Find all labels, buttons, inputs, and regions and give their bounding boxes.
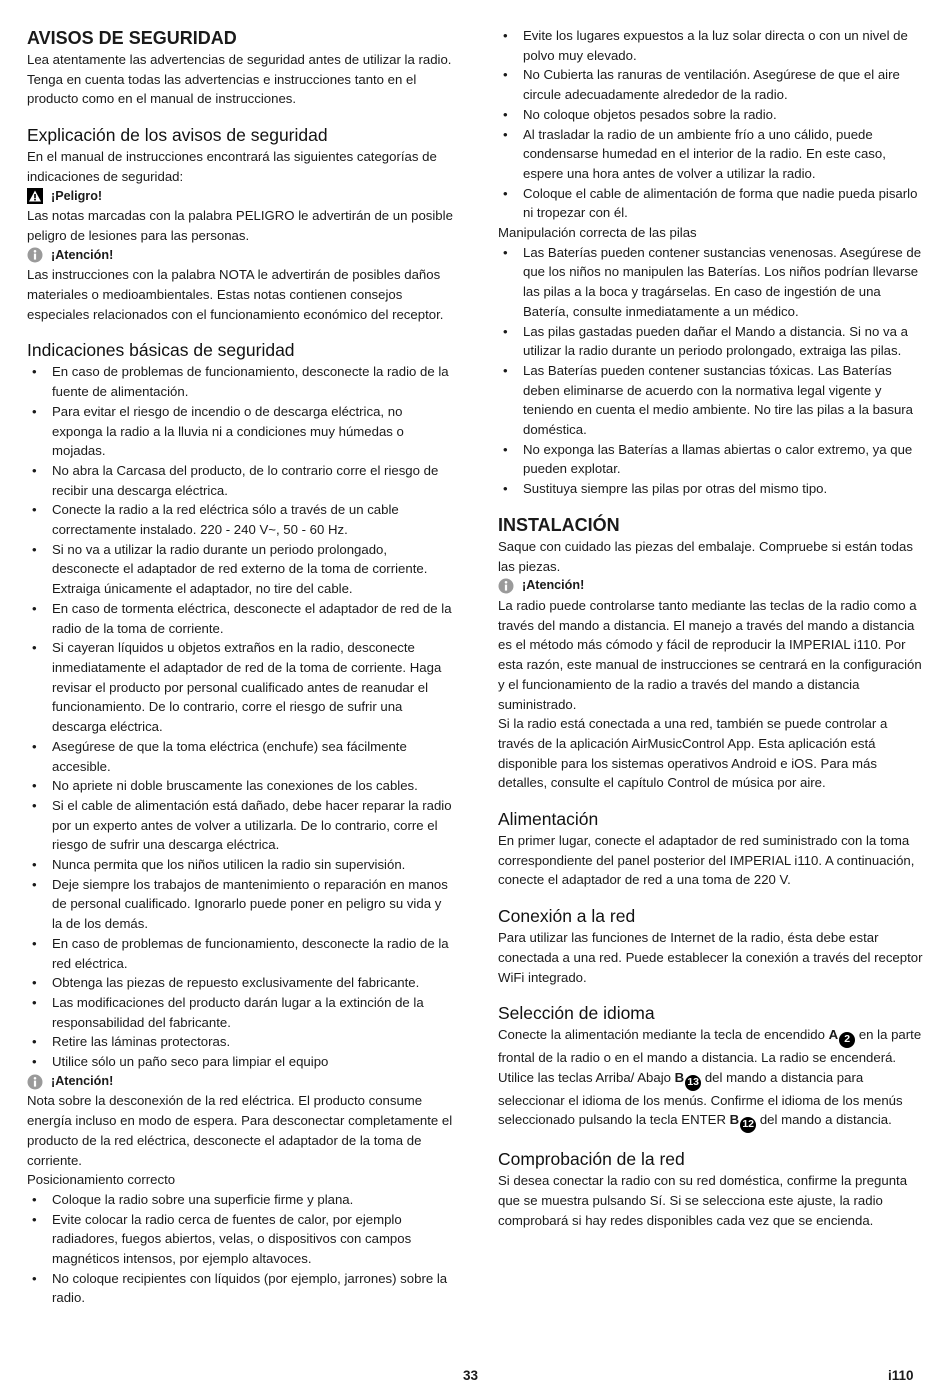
- key-label: A: [828, 1027, 839, 1043]
- info-icon: [27, 247, 43, 263]
- list-item: • Deje siempre los trabajos de mantenimiento o reparación en manos de personal cualificado. Ignorarlo puede poner en peligro su vida y la de los demás.: [27, 875, 455, 934]
- attention-text-2: Nota sobre la desconexión de la red eléctrica. El producto consume energía incluso en modo de espera. Para desconectar completamente el producto de la red eléctrica, desconecte el adaptador de la toma de corriente.: [27, 1093, 453, 1168]
- network-text: Para utilizar las funciones de Internet de la radio, ésta debe estar conectada a una red. Puede establecer la conexión a través del receptor WiFi integrado.: [498, 930, 923, 985]
- list-item: • Evite colocar la radio cerca de fuentes de calor, por ejemplo radiadores, fuegos abiertos, velas, o dispositivos con campos magnéticos intensos, por ejemplo altavoces.: [27, 1210, 455, 1269]
- language-heading: Selección de idioma: [498, 1003, 655, 1024]
- list-item: • No exponga las Baterías a llamas abiertas o calor extremo, ya que pueden explotar.: [498, 440, 923, 479]
- install-attention-text: La radio puede controlarse tanto mediante las teclas de la radio como a través del mando a distancia. El manejo a través del mando a distancia es el método más cómodo y fácil de reproducir la IMPERIAL i110. Por esta razón, este manual de instrucciones se centrará en la configuración y el funcionamiento de la radio a través del mando a distancia suministrado.: [498, 597, 922, 712]
- key-number-badge: 13: [685, 1075, 701, 1091]
- list-item: • En caso de problemas de funcionamiento, desconecte la radio de la fuente de alimentación.: [27, 362, 455, 401]
- basic-heading: Indicaciones básicas de seguridad: [27, 340, 295, 361]
- list-item: • Evite los lugares expuestos a la luz solar directa o con un nivel de polvo muy elevado.: [498, 26, 923, 65]
- list-item: • Obtenga las piezas de repuesto exclusivamente del fabricante.: [27, 973, 455, 993]
- list-item: • Retire las láminas protectoras.: [27, 1032, 455, 1052]
- positioning-label: Posicionamiento correcto: [27, 1172, 176, 1188]
- language-text-1: [498, 1025, 923, 1068]
- list-item: • Si cayeran líquidos u objetos extraños en la radio, desconecte inmediatamente el adaptador de red de la toma de corriente. Haga revisar el producto por personal cualificado antes de reanudar el funcionamiento. De lo contrario, corre el riesgo de sufrir una descarga eléctrica.: [27, 638, 455, 737]
- text-run: en la parte frontal de la radio o en el mando a distancia. La radio se encenderá.: [498, 1027, 922, 1066]
- list-item: • Al trasladar la radio de un ambiente frío a uno cálido, puede condensarse humedad en el interior de la radio. En este caso, espere una hora antes de volver a utilizar la radio.: [498, 125, 923, 184]
- info-icon: [498, 578, 514, 594]
- text-run: del mando a distancia para seleccionar el idioma de los menús. Confirme el idioma de los menús seleccionado pulsando la tecla ENTER: [498, 1069, 903, 1128]
- list-item: • Si el cable de alimentación está dañado, debe hacer reparar la radio por un experto antes de volver a utilizarla. De lo contrario, corre el riesgo de sufrir una descarga eléctrica.: [27, 796, 455, 855]
- language-text-2: [498, 1068, 923, 1133]
- list-item: • Utilice sólo un paño seco para limpiar el equipo: [27, 1052, 455, 1072]
- attention-label: ¡Atención!: [51, 247, 114, 262]
- danger-note: [27, 187, 455, 207]
- key-label: B: [729, 1112, 740, 1128]
- key-number-badge: 2: [839, 1032, 855, 1048]
- batteries-list: [498, 243, 923, 499]
- install-app-text: Si la radio está conectada a una red, también se puede controlar a través de la aplicación AirMusicControl App. Esta aplicación está disponible para los sistemas operativos Android e iOS. Para más detalles, consulte el capítulo Control de música por aire.: [498, 716, 888, 791]
- list-item: • Si no va a utilizar la radio durante un periodo prolongado, desconecte el adaptador de red externo de la toma de corriente. Extraiga únicamente el adaptador, no tire del cable.: [27, 540, 455, 599]
- text-run: Utilice las teclas Arriba/ Abajo: [498, 1069, 675, 1085]
- key-label: B: [674, 1069, 685, 1085]
- list-item: • No coloque recipientes con líquidos (por ejemplo, jarrones) sobre la radio.: [27, 1269, 455, 1308]
- network-heading: Conexión a la red: [498, 906, 636, 927]
- positioning-list: [27, 1190, 455, 1308]
- list-item: • Las Baterías pueden contener sustancias tóxicas. Las Baterías deben eliminarse de acuerdo con la normativa legal vigente y teniendo en cuenta el medio ambiente. No tire las pilas a la basura doméstica.: [498, 361, 923, 440]
- text-run: del mando a distancia.: [756, 1112, 892, 1128]
- list-item: • No apriete ni doble bruscamente las conexiones de los cables.: [27, 776, 455, 796]
- danger-text: Las notas marcadas con la palabra PELIGRO le advertirán de un posible peligro de lesiones para las personas.: [27, 208, 453, 243]
- list-item: • Las pilas gastadas pueden dañar el Mando a distancia. Si no va a utilizar la radio durante un periodo prolongado, extraiga las pilas.: [498, 322, 923, 361]
- key-number-badge: 12: [740, 1117, 756, 1133]
- warning-icon: [27, 188, 43, 204]
- list-item: • Para evitar el riesgo de incendio o de descarga eléctrica, no exponga la radio a la lluvia ni a condiciones muy húmedas o mojadas.: [27, 402, 455, 461]
- model-label: i110: [888, 1368, 914, 1383]
- list-item: • Conecte la radio a la red eléctrica sólo a través de un cable correctamente instalado. 220 - 240 V~, 50 - 60 Hz.: [27, 500, 455, 539]
- info-icon: [27, 1074, 43, 1090]
- install-title: INSTALACIÓN: [498, 514, 620, 535]
- explain-heading: Explicación de los avisos de seguridad: [27, 125, 328, 146]
- list-item: • Coloque el cable de alimentación de forma que nadie pueda pisarlo ni tropezar con él.: [498, 184, 923, 223]
- power-text: En primer lugar, conecte el adaptador de red suministrado con la toma correspondiente del panel posterior del IMPERIAL i110. A continuación, conecte el adaptador de red a una toma de 220 V.: [498, 833, 915, 888]
- check-text: Si desea conectar la radio con su red doméstica, confirme la pregunta que se muestra pulsando Sí. Si se selecciona este ajuste, la radio comprobará si hay redes disponibles cada vez que se encienda.: [498, 1173, 908, 1228]
- list-item: • No abra la Carcasa del producto, de lo contrario corre el riesgo de recibir una descarga eléctrica.: [27, 461, 455, 500]
- power-heading: Alimentación: [498, 809, 599, 830]
- install-attention-note: [498, 576, 923, 596]
- check-heading: Comprobación de la red: [498, 1149, 685, 1170]
- attention-label: ¡Atención!: [522, 578, 585, 593]
- safety-intro: Lea atentamente las advertencias de seguridad antes de utilizar la radio. Tenga en cuenta todas las advertencias e instrucciones tanto en el producto como en el manual de instrucciones.: [27, 52, 452, 107]
- positioning-list-cont: [498, 26, 923, 223]
- list-item: • No coloque objetos pesados sobre la radio.: [498, 105, 923, 125]
- list-item: • En caso de tormenta eléctrica, desconecte el adaptador de red de la radio de la toma de corriente.: [27, 599, 455, 638]
- list-item: • Las Baterías pueden contener sustancias venenosas. Asegúrese de que los niños no manipulen las Baterías. Los niños podrían llevarse las pilas a la boca y tragárselas. En caso de ingestión de una Batería, consulte inmediatamente a un médico.: [498, 243, 923, 322]
- attention-note: [27, 246, 455, 266]
- right-column: [498, 26, 923, 1230]
- list-item: • En caso de problemas de funcionamiento, desconecte la radio de la red eléctrica.: [27, 934, 455, 973]
- page-number: 33: [463, 1368, 479, 1383]
- list-item: • Asegúrese de que la toma eléctrica (enchufe) sea fácilmente accesible.: [27, 737, 455, 776]
- list-item: • Nunca permita que los niños utilicen la radio sin supervisión.: [27, 855, 455, 875]
- basic-list: [27, 362, 455, 1071]
- install-intro: Saque con cuidado las piezas del embalaje. Compruebe si están todas las piezas.: [498, 538, 913, 574]
- batteries-label: Manipulación correcta de las pilas: [498, 225, 697, 241]
- list-item: • Coloque la radio sobre una superficie firme y plana.: [27, 1190, 455, 1210]
- attention-label: ¡Atención!: [51, 1073, 114, 1088]
- explain-text: En el manual de instrucciones encontrará las siguientes categorías de indicaciones de seguridad:: [27, 149, 437, 184]
- list-item: • Sustituya siempre las pilas por otras del mismo tipo.: [498, 479, 923, 499]
- attention-note-2: [27, 1072, 455, 1092]
- left-column: [27, 26, 455, 1308]
- text-run: Conecte la alimentación mediante la tecla de encendido: [498, 1027, 829, 1043]
- danger-label: ¡Peligro!: [51, 188, 103, 203]
- safety-title: AVISOS DE SEGURIDAD: [27, 28, 237, 48]
- list-item: • No Cubierta las ranuras de ventilación. Asegúrese de que el aire circule adecuadamente alrededor de la radio.: [498, 65, 923, 104]
- list-item: • Las modificaciones del producto darán lugar a la extinción de la responsabilidad del fabricante.: [27, 993, 455, 1032]
- attention-text: Las instrucciones con la palabra NOTA le advertirán de posibles daños materiales o medioambientales. Estas notas contienen consejos especiales relacionados con el funcionamiento económico del receptor.: [27, 267, 444, 322]
